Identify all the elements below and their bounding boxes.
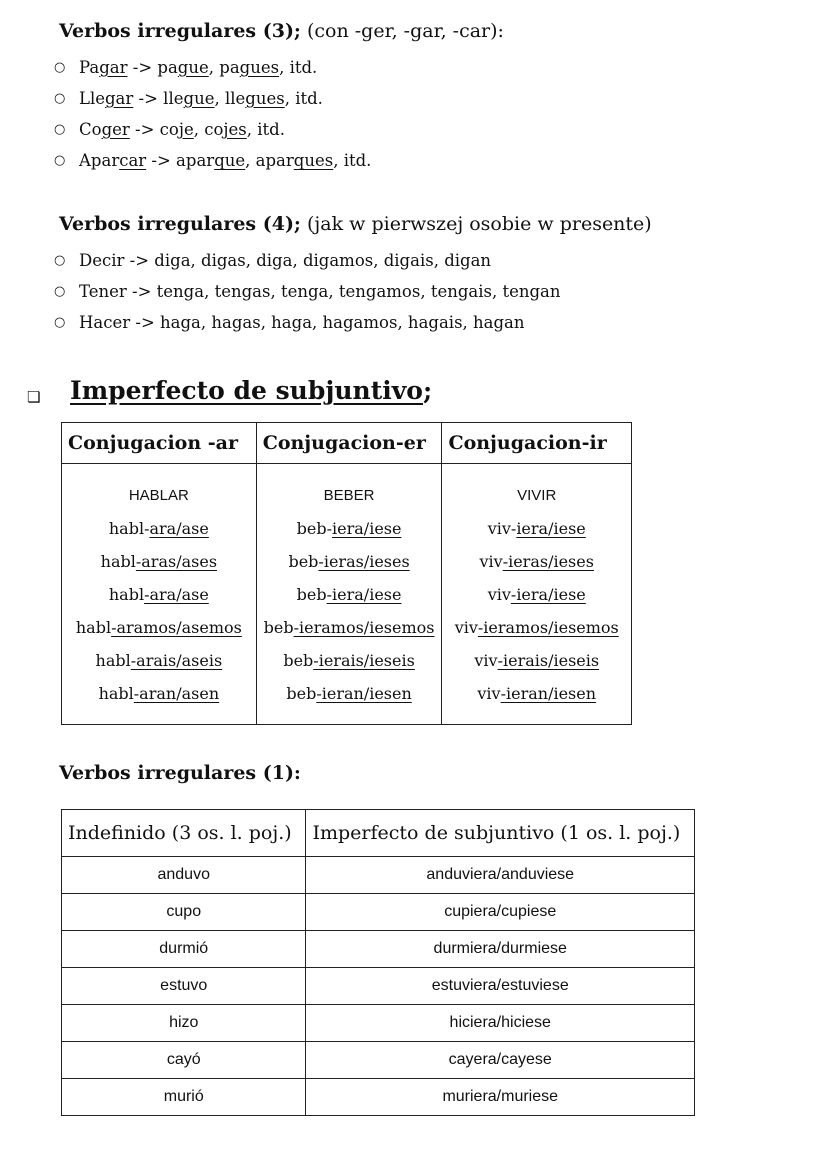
verb-infinitive: BEBER [256, 464, 442, 513]
table-header-row [62, 423, 632, 464]
table-cell: beb-ieras/ieses [256, 545, 442, 578]
table-row [62, 1005, 695, 1042]
table-cell: cayó [62, 1042, 306, 1079]
table-row [62, 611, 632, 644]
table-cell: beb-ierais/ieseis [256, 644, 442, 677]
table-cell: viv-ieramos/iesemos [442, 611, 632, 644]
table-cell: beb-iera/iese [256, 512, 442, 545]
table-cell: beb-iera/iese [256, 578, 442, 611]
table-cell: estuviera/estuviese [306, 968, 695, 1005]
table-cell: cupo [62, 894, 306, 931]
checkbox-bullet-icon: ❏ [27, 388, 41, 406]
table-cell: viv-ieran/iesen [442, 677, 632, 725]
table-cell: anduvo [62, 857, 306, 894]
table-row [62, 512, 632, 545]
section-title-irregulares-1: Verbos irregulares (1): [59, 762, 301, 784]
table-cell: habl-aran/asen [62, 677, 257, 725]
section-title-irregulares-4: Verbos irregulares (4); (jak w pierwszej osobie w presente) [59, 213, 652, 235]
table-row [62, 464, 632, 513]
table-row [62, 857, 695, 894]
table-cell: beb-ieran/iesen [256, 677, 442, 725]
table-row [62, 968, 695, 1005]
verb-infinitive: HABLAR [62, 464, 257, 513]
column-header: Indefinido (3 os. l. poj.) [62, 810, 306, 857]
column-header: Conjugacion-ir [442, 423, 632, 464]
table-row [62, 545, 632, 578]
table-cell: habl-ara/ase [62, 578, 257, 611]
table-cell: viv-iera/iese [442, 512, 632, 545]
table-row [62, 1079, 695, 1116]
table-cell: viv-ierais/ieseis [442, 644, 632, 677]
column-header: Conjugacion -ar [62, 423, 257, 464]
table-row [62, 894, 695, 931]
table-cell: viv-ieras/ieses [442, 545, 632, 578]
list-item: ○ Decir -> diga, digas, diga, digamos, digais, digan [54, 251, 492, 270]
table-cell: durmiera/durmiese [306, 931, 695, 968]
table-cell: beb-ieramos/iesemos [256, 611, 442, 644]
column-header: Imperfecto de subjuntivo (1 os. l. poj.) [306, 810, 695, 857]
table-row [62, 578, 632, 611]
table-cell: durmió [62, 931, 306, 968]
table-cell: viv-iera/iese [442, 578, 632, 611]
list-item: ○ Coger -> coje, cojes, itd. [54, 120, 285, 139]
column-header: Conjugacion-er [256, 423, 442, 464]
table-cell: murió [62, 1079, 306, 1116]
table-cell: estuvo [62, 968, 306, 1005]
table-row [62, 1042, 695, 1079]
table-header-row [62, 810, 695, 857]
list-item: ○ Hacer -> haga, hagas, haga, hagamos, hagais, hagan [54, 313, 525, 332]
table-row [62, 677, 632, 725]
list-item: ○ Pagar -> pague, pagues, itd. [54, 58, 318, 77]
verb-infinitive: VIVIR [442, 464, 632, 513]
table-cell: habl-aramos/asemos [62, 611, 257, 644]
irregular-verbs-table [61, 809, 695, 1116]
table-cell: anduviera/anduviese [306, 857, 695, 894]
table-cell: habl-aras/ases [62, 545, 257, 578]
table-cell: hiciera/hiciese [306, 1005, 695, 1042]
table-cell: cupiera/cupiese [306, 894, 695, 931]
table-cell: habl-arais/aseis [62, 644, 257, 677]
list-item: ○ Tener -> tenga, tengas, tenga, tengamos, tengais, tengan [54, 282, 561, 301]
conjugation-table [61, 422, 632, 725]
table-row [62, 644, 632, 677]
table-cell: muriera/muriese [306, 1079, 695, 1116]
table-cell: hizo [62, 1005, 306, 1042]
list-item: ○ Aparcar -> aparque, aparques, itd. [54, 151, 372, 170]
table-cell: cayera/cayese [306, 1042, 695, 1079]
table-cell: habl-ara/ase [62, 512, 257, 545]
table-row [62, 931, 695, 968]
list-item: ○ Llegar -> llegue, llegues, itd. [54, 89, 323, 108]
section-title-irregulares-3: Verbos irregulares (3); (con -ger, -gar, -car): [59, 20, 504, 42]
page-heading: Imperfecto de subjuntivo; [70, 376, 433, 405]
